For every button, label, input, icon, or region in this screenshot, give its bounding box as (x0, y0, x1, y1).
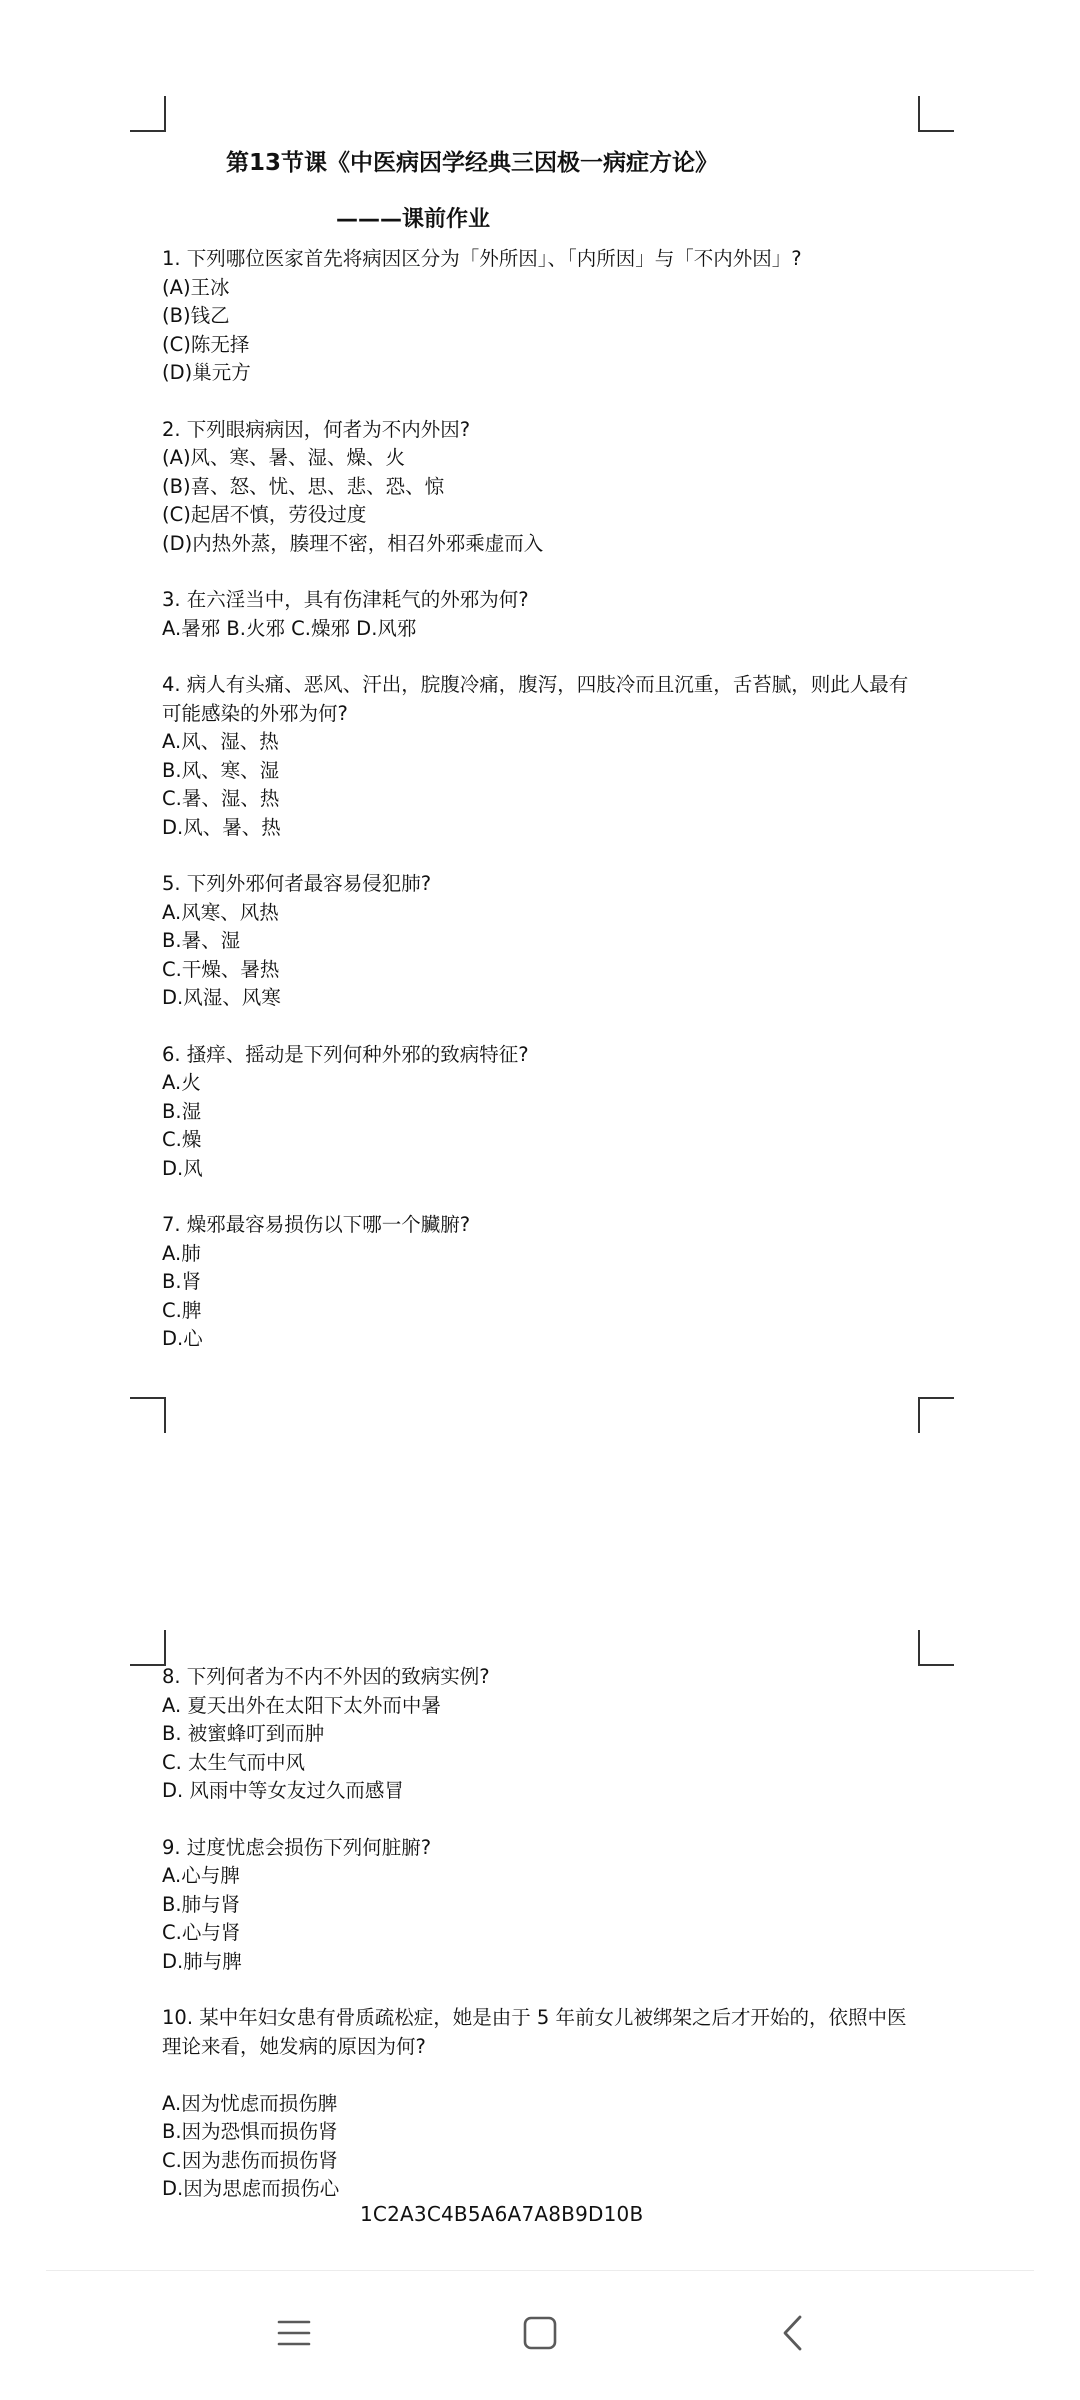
question-3 (162, 586, 922, 643)
option: D.风 (162, 1156, 203, 1180)
question-text: 2. 下列眼病病因，何者为不内外因? (162, 417, 471, 441)
question-list-page-2 (162, 1663, 922, 2232)
option: A.因为忧虑而损伤脾 (162, 2091, 338, 2115)
question-6 (162, 1041, 922, 1184)
crop-mark-bottom-right (918, 1397, 954, 1433)
recent-apps-button[interactable] (254, 2293, 334, 2373)
back-button[interactable] (752, 2293, 832, 2373)
question-9 (162, 1834, 922, 1977)
question-text: 4. 病人有头痛、恶风、汗出，脘腹冷痛，腹泻，四肢冷而且沉重，舌苔腻，则此人最有可能感染的外邪为何? (162, 673, 909, 725)
option: A.肺 (162, 1241, 201, 1265)
question-1 (162, 245, 922, 388)
question-4 (162, 671, 922, 842)
navigation-bar (0, 2271, 1080, 2400)
option: D.风、暑、热 (162, 815, 281, 839)
option: (B)喜、怒、忧、思、悲、恐、惊 (162, 474, 445, 498)
crop-mark-top-left (130, 96, 166, 132)
question-7 (162, 1211, 922, 1354)
blank-line (162, 2061, 922, 2090)
option: (C)起居不慎，劳役过度 (162, 503, 367, 526)
option: (C)陈无择 (162, 332, 250, 356)
option: A.心与脾 (162, 1864, 240, 1887)
document-subtitle: ———课前作业 (336, 207, 491, 232)
question-10 (162, 2004, 922, 2204)
option: B.湿 (162, 1099, 202, 1123)
question-text: 8. 下列何者为不内不外因的致病实例? (162, 1665, 490, 1688)
question-2 (162, 416, 922, 559)
option: C.燥 (162, 1128, 202, 1151)
option: (A)风、寒、暑、湿、燥、火 (162, 446, 406, 469)
crop-mark-top-right (918, 96, 954, 132)
option: C.心与肾 (162, 1921, 241, 1944)
option: B.肺与肾 (162, 1892, 241, 1916)
option: D. 风雨中等女友过久而感冒 (162, 1779, 404, 1802)
crop-mark-top-right (918, 1630, 954, 1666)
option: A. 夏天出外在太阳下太外而中暑 (162, 1693, 441, 1717)
question-text: 7. 燥邪最容易损伤以下哪一个臟腑? (162, 1213, 471, 1236)
option: B.风、寒、湿 (162, 758, 280, 782)
question-text: 10. 某中年妇女患有骨质疏松症，她是由于 5 年前女儿被绑架之后才开始的，依照中医理论来看，她发病的原因为何? (162, 2006, 907, 2058)
option: (B)钱乙 (162, 304, 230, 327)
home-button[interactable] (500, 2293, 580, 2373)
option: D.心 (162, 1327, 203, 1350)
option: B. 被蜜蜂叮到而肿 (162, 1722, 325, 1745)
question-text: 9. 过度忧虑会损伤下列何脏腑? (162, 1835, 432, 1859)
option: A.火 (162, 1071, 201, 1094)
option: B.暑、湿 (162, 929, 241, 952)
question-text: 5. 下列外邪何者最容易侵犯肺? (162, 872, 432, 895)
option: A.风、湿、热 (162, 730, 279, 753)
option: C.干燥、暑热 (162, 957, 280, 981)
option: A.风寒、风热 (162, 900, 279, 924)
option: (D)巢元方 (162, 361, 251, 384)
option: C.脾 (162, 1298, 202, 1322)
option: (D)内热外蒸，腠理不密，相召外邪乘虚而入 (162, 531, 544, 555)
option: D.因为思虑而损伤心 (162, 2177, 340, 2200)
question-5 (162, 870, 922, 1013)
option: A.暑邪 B.火邪 C.燥邪 D.风邪 (162, 616, 417, 640)
back-icon (780, 2314, 804, 2352)
question-list-page-1 (162, 245, 922, 1382)
option: B.肾 (162, 1270, 202, 1293)
document-page-2 (0, 1630, 1080, 2270)
home-icon (523, 2316, 557, 2350)
option: C.因为悲伤而损伤肾 (162, 2148, 338, 2172)
question-text: 6. 搔痒、摇动是下列何种外邪的致病特征? (162, 1042, 529, 1066)
crop-mark-bottom-left (130, 1397, 166, 1433)
option: D.肺与脾 (162, 1949, 242, 1973)
crop-mark-top-left (130, 1630, 166, 1666)
option: C. 太生气而中风 (162, 1750, 306, 1774)
question-text: 1. 下列哪位医家首先将病因区分为「外所因」、「内所因」与「不内外因」? (162, 247, 802, 270)
option: D.风湿、风寒 (162, 986, 281, 1009)
question-text: 3. 在六淫当中，具有伤津耗气的外邪为何? (162, 588, 529, 611)
document-title: 第13节课《中医病因学经典三因极一病症方论》 (226, 150, 719, 176)
menu-icon (277, 2318, 311, 2348)
option: (A)王冰 (162, 275, 230, 299)
option: C.暑、湿、热 (162, 787, 280, 810)
option: B.因为恐惧而损伤肾 (162, 2120, 338, 2143)
question-8 (162, 1663, 922, 1806)
answer-key: 1C2A3C4B5A6A7A8B9D10B (360, 2202, 644, 2226)
